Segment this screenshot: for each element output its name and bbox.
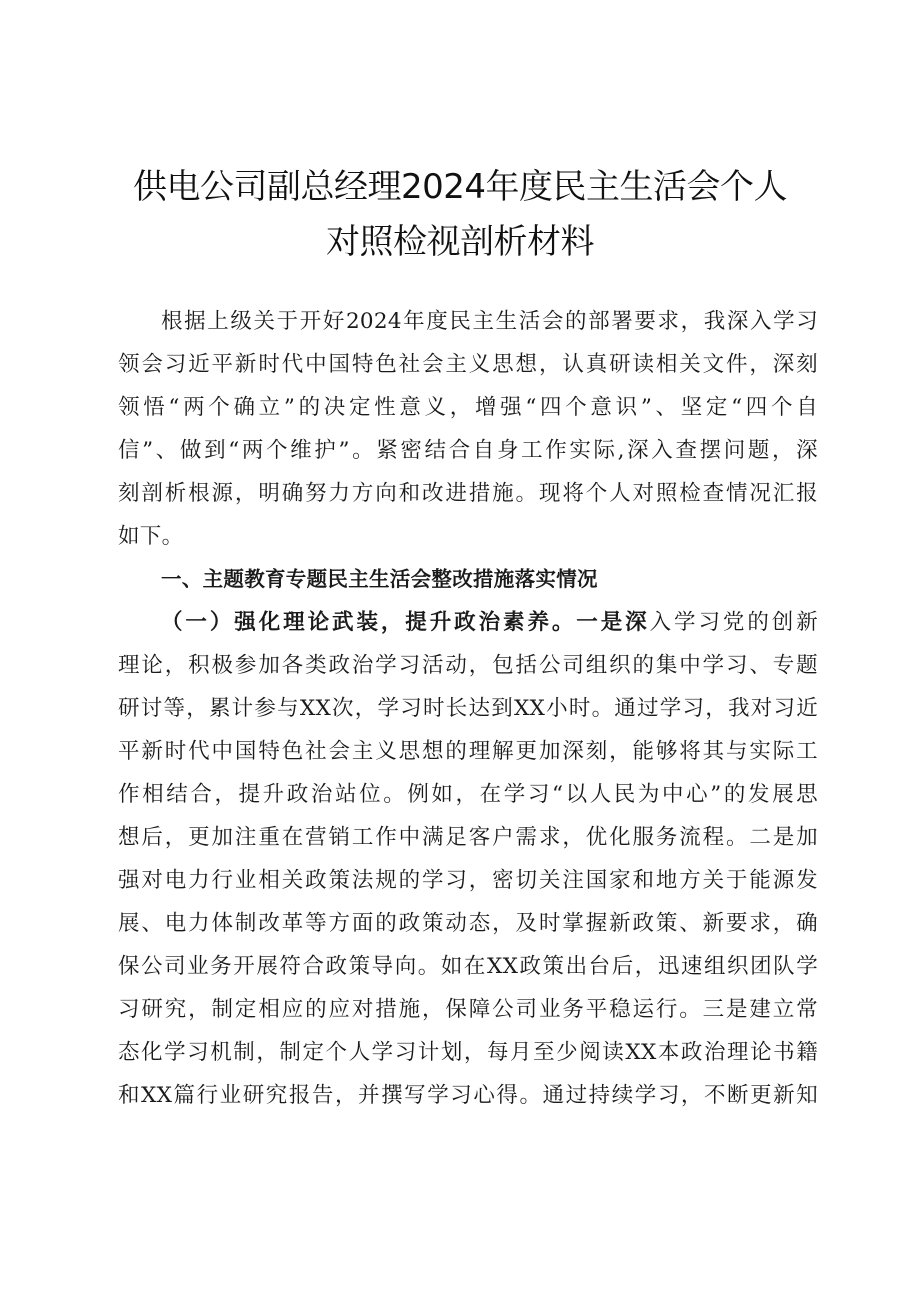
paragraph-line: 想后，更加注重在营销工作中满足客户需求，优化服务流程。二是加 [118,825,818,850]
intro-line: 刻剖析根源，明确努力方向和改进措施。现将个人对照检查情况汇报 [118,481,818,506]
paragraph-line: 态化学习机制，制定个人学习计划，每月至少阅读XX本政治理论书籍 [118,1040,818,1065]
paragraph-line: 作相结合，提升政治站位。例如，在学习“以人民为中心”的发展思 [118,782,818,807]
paragraph-line: 保公司业务开展符合政策导向。如在XX政策出台后，迅速组织团队学 [118,954,818,979]
intro-line: 领会习近平新时代中国特色社会主义思想，认真研读相关文件，深刻 [118,352,818,377]
paragraph-line: 展、电力体制改革等方面的政策动态，及时掌握新政策、新要求，确 [118,911,818,936]
paragraph-line: 理论，积极参加各类政治学习活动，包括公司组织的集中学习、专题 [118,653,818,678]
subsection-first-line-rest: 入学习党的创新 [649,610,818,635]
intro-line: 信”、做到“两个维护”。紧密结合自身工作实际,深入查摆问题，深 [118,438,818,463]
paragraph-line: 平新时代中国特色社会主义思想的理解更加深刻，能够将其与实际工 [118,739,818,764]
paragraph-line: 研讨等，累计参与XX次，学习时长达到XX小时。通过学习，我对习近 [118,696,818,721]
intro-line: 领悟“两个确立”的决定性意义，增强“四个意识”、坚定“四个自 [118,395,818,420]
intro-line: 如下。 [118,524,184,549]
subsection-first-line [161,601,818,644]
subsection-heading: （一）强化理论武装，提升政治素养。一是深 [161,610,650,635]
document-title-line-1: 供电公司副总经理2024年度民主生活会个人 [132,167,788,207]
paragraph-line: 习研究，制定相应的应对措施，保障公司业务平稳运行。三是建立常 [118,997,818,1022]
section-heading: 一、主题教育专题民主生活会整改措施落实情况 [161,567,598,591]
document-title-line-2: 对照检视剖析材料 [326,222,594,262]
paragraph-line: 强对电力行业相关政策法规的学习，密切关注国家和地方关于能源发 [118,868,818,893]
paragraph-line: 和XX篇行业研究报告，并撰写学习心得。通过持续学习，不断更新知 [118,1083,818,1108]
intro-line: 根据上级关于开好2024年度民主生活会的部署要求，我深入学习 [161,309,818,334]
